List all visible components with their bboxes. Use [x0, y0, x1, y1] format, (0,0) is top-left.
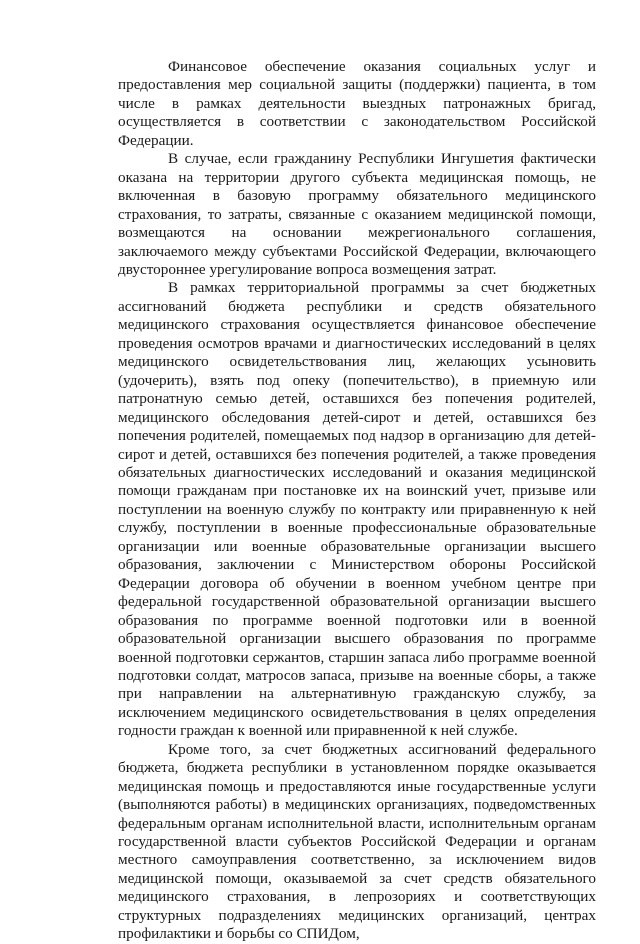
- paragraph-medical-examinations: В рамках территориальной программы за счет бюджетных ассигнований бюджета республики и средств обязательного медицинского страхования осуществляется финансовое обеспечение проведения осмотров врачами и диагностических исследований в целях медицинского освидетельствования лиц, желающих усыновить (удочерить), взять под опеку (попечительство), в приемную или патронатную семью детей, оставшихся без попечения родителей, медицинского обследования детей-сирот и детей, оставшихся без попечения родителей, помещаемых под надзор в организацию для детей-сирот и детей, оставшихся без попечения родителей, а также проведения обязательных диагностических исследований и оказания медицинской помощи гражданам при постановке их на воинский учет, призыве или поступлении на военную службу по контракту или приравненную к ней службу, поступлении в военные профессиональные образовательные организации или военные образовательные организации высшего образования, заключении с Министерством обороны Российской Федерации договора об обучении в военном учебном центре при федеральной государственной образовательной организации высшего образования по программе военной подготовки или в военной образовательной организации высшего образования по программе военной подготовки сержантов, старшин запаса либо программе военной подготовки солдат, матросов запаса, призыве на военные сборы, а также при направлении на альтернативную гражданскую службу, за исключением медицинского освидетельствования в целях определения годности граждан к военной или приравненной к ней службе.: [118, 279, 596, 740]
- paragraph-financing-social-services: Финансовое обеспечение оказания социальных услуг и предоставления мер социальной защиты (поддержки) пациента, в том числе в рамках деятельности выездных патронажных бригад, осуществляется в соответствии с законодательством Российской Федерации.: [118, 58, 596, 149]
- paragraph-federal-budget-assistance: Кроме того, за счет бюджетных ассигнований федерального бюджета, бюджета республики в установленном порядке оказывается медицинская помощь и предоставляются иные государственные услуги (выполняются работы) в медицинских организациях, подведомственных федеральным органам исполнительной власти, исполнительным органам государственной власти субъектов Российской Федерации и органам местного самоуправления соответственно, за исключением видов медицинской помощи, оказываемой за счет средств обязательного медицинского страхования, в лепрозориях и соответствующих структурных подразделениях медицинских организаций, центрах профилактики и борьбы со СПИДом,: [118, 740, 596, 943]
- document-body: [118, 58, 596, 944]
- paragraph-interregional-compensation: В случае, если гражданину Республики Ингушетия фактически оказана на территории другого субъекта медицинская помощь, не включенная в базовую программу обязательного медицинского страхования, то затраты, связанные с оказанием медицинской помощи, возмещаются на основании межрегионального соглашения, заключаемого между субъектами Российской Федерации, включающего двустороннее урегулирование вопроса возмещения затрат.: [118, 150, 596, 278]
